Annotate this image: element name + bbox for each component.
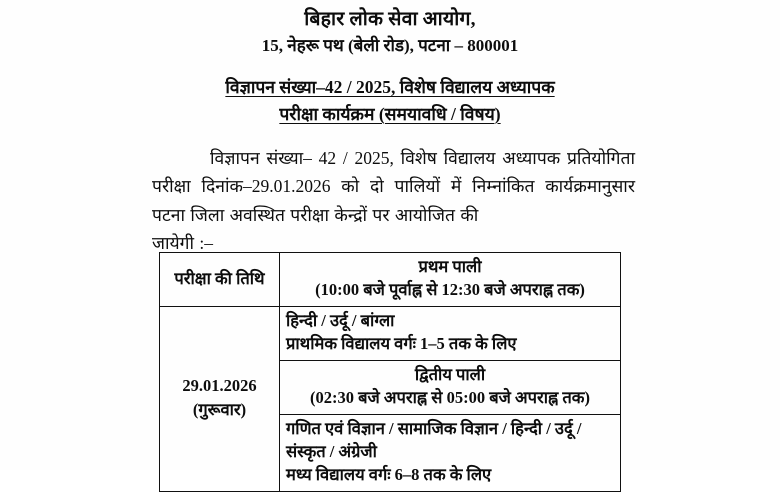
first-shift-time: (10:00 बजे पूर्वाह्न से 12:30 बजे अपराह्न तक) <box>315 280 585 300</box>
second-shift-class-range: मध्य विद्यालय वर्गः 6–8 तक के लिए <box>286 465 492 485</box>
notice-body-text: विज्ञापन संख्या– 42 / 2025, विशेष विद्यालय अध्यापक प्रतियोगिता परीक्षा दिनांक–29.01.2026 को दो पालियों में निम्नांकित कार्यक्रमानुसार पटना जिला अवस्थित परीक्षा केन्द्रों पर आयोजित की <box>152 147 635 225</box>
column-header-date-line-1: परीक्षा की <box>174 268 232 288</box>
second-shift-subjects-line-2: संस्कृत / अंग्रेजी <box>286 441 377 461</box>
exam-date-cell <box>160 306 280 491</box>
column-header-date-line-2: तिथि <box>236 268 265 288</box>
second-shift-subjects-line-1: गणित एवं विज्ञान / सामाजिक विज्ञान / हिन्दी / उर्दू / <box>286 418 582 438</box>
column-header-first-shift <box>280 253 621 307</box>
organization-header <box>0 0 780 58</box>
exam-schedule-table <box>159 252 621 492</box>
table-row-first-shift-subjects <box>160 306 621 360</box>
first-shift-subjects: हिन्दी / उर्दू / बांग्ला <box>286 310 395 330</box>
first-shift-subject-cell <box>280 306 621 360</box>
notice-title-line-1: विज्ञापन संख्या–42 / 2025, विशेष विद्यालय अध्यापक <box>225 77 555 98</box>
first-shift-name: प्रथम पाली <box>418 257 482 276</box>
table-row-header <box>160 253 621 307</box>
notice-title <box>0 74 780 127</box>
column-header-second-shift <box>280 360 621 414</box>
notice-body-closing: जायेगी :– <box>152 232 214 253</box>
column-header-exam-date <box>160 253 280 307</box>
second-shift-name: द्वितीय पाली <box>414 364 486 384</box>
second-shift-subject-cell <box>280 414 621 491</box>
organization-name: बिहार लोक सेवा आयोग, <box>304 9 476 30</box>
exam-schedule-table-wrapper <box>159 252 621 492</box>
notice-body-paragraph <box>0 144 780 257</box>
first-shift-class-range: प्राथमिक विद्यालय वर्गः 1–5 तक के लिए <box>286 334 517 354</box>
exam-day-value: (गुरूवार) <box>192 399 247 419</box>
notice-title-line-2: परीक्षा कार्यक्रम (समयावधि / विषय) <box>279 103 501 124</box>
exam-date-value: 29.01.2026 <box>182 376 257 396</box>
organization-address: 15, नेहरू पथ (बेली रोड), पटना – 800001 <box>261 36 519 56</box>
second-shift-time: (02:30 बजे अपराह्न से 05:00 बजे अपराह्न तक) <box>310 388 590 408</box>
